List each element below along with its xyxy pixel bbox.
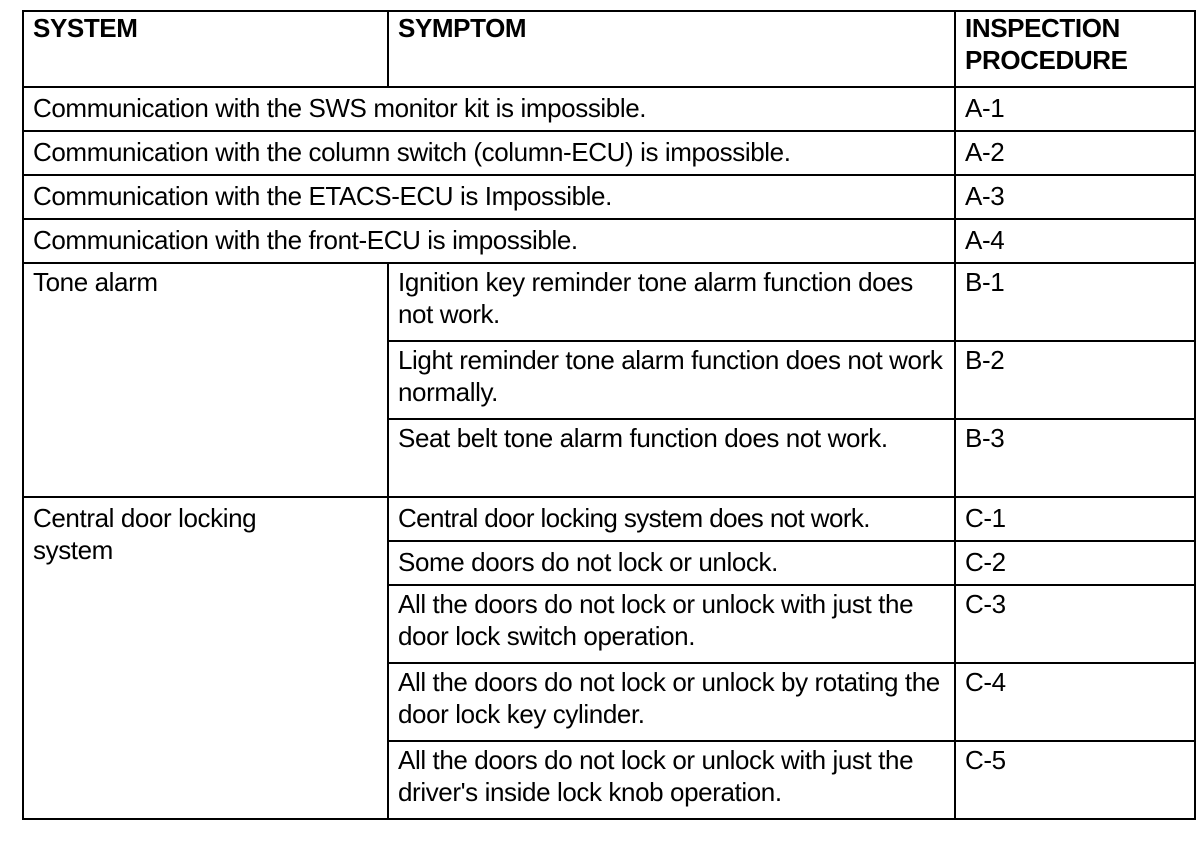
system-cell-tone-alarm: Tone alarm xyxy=(23,263,388,497)
header-symptom: SYMPTOM xyxy=(388,11,955,87)
symptom-cell: Ignition key reminder tone alarm function does not work. xyxy=(388,263,955,341)
inspection-table xyxy=(22,10,1196,820)
header-inspection-procedure: INSPECTION PROCEDURE xyxy=(955,11,1195,87)
procedure-cell: B-3 xyxy=(955,419,1195,497)
procedure-cell: C-4 xyxy=(955,663,1195,741)
system-cell-central-door-locking: Central door locking system xyxy=(23,497,388,819)
table-row xyxy=(23,497,1195,541)
symptom-cell: All the doors do not lock or unlock by rotating the door lock key cylinder. xyxy=(388,663,955,741)
table-row xyxy=(23,131,1195,175)
symptom-cell: Communication with the front-ECU is impossible. xyxy=(23,219,955,263)
table-row xyxy=(23,219,1195,263)
table-row xyxy=(23,87,1195,131)
symptom-cell: Seat belt tone alarm function does not work. xyxy=(388,419,955,497)
procedure-cell: C-2 xyxy=(955,541,1195,585)
procedure-cell: A-3 xyxy=(955,175,1195,219)
table-row xyxy=(23,175,1195,219)
table-row xyxy=(23,263,1195,341)
symptom-cell: Some doors do not lock or unlock. xyxy=(388,541,955,585)
procedure-cell: B-1 xyxy=(955,263,1195,341)
table-header-row xyxy=(23,11,1195,87)
procedure-cell: B-2 xyxy=(955,341,1195,419)
procedure-cell: C-5 xyxy=(955,741,1195,819)
procedure-cell: C-3 xyxy=(955,585,1195,663)
symptom-cell: Communication with the column switch (column-ECU) is impossible. xyxy=(23,131,955,175)
symptom-cell: All the doors do not lock or unlock with just the driver's inside lock knob operation. xyxy=(388,741,955,819)
symptom-cell: Light reminder tone alarm function does not work normally. xyxy=(388,341,955,419)
symptom-cell: Communication with the SWS monitor kit is impossible. xyxy=(23,87,955,131)
symptom-cell: Central door locking system does not work. xyxy=(388,497,955,541)
procedure-cell: C-1 xyxy=(955,497,1195,541)
symptom-cell: Communication with the ETACS-ECU is Impossible. xyxy=(23,175,955,219)
procedure-cell: A-4 xyxy=(955,219,1195,263)
procedure-cell: A-2 xyxy=(955,131,1195,175)
symptom-cell: All the doors do not lock or unlock with just the door lock switch operation. xyxy=(388,585,955,663)
procedure-cell: A-1 xyxy=(955,87,1195,131)
header-system: SYSTEM xyxy=(23,11,388,87)
